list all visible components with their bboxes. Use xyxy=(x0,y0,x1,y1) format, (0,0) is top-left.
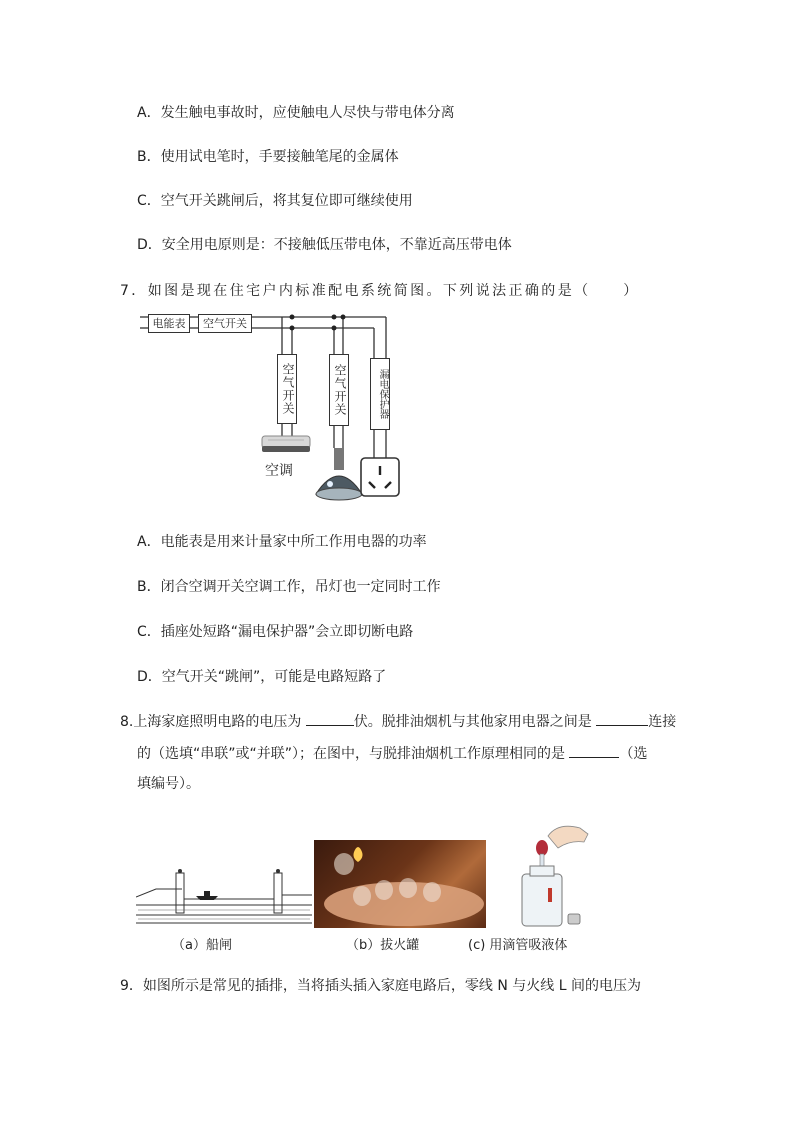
cupping-photo xyxy=(314,840,486,928)
q8-text-1a: 8.上海家庭照明电路的电压为 xyxy=(120,714,306,730)
air-conditioner-icon xyxy=(262,436,310,452)
air-conditioner-label: 空调 xyxy=(265,463,293,479)
q6-option-d: D．安全用电原则是：不接触低压带电体，不靠近高压带电体 xyxy=(137,237,512,253)
q7-option-c: C．插座处短路“漏电保护器”会立即切断电路 xyxy=(137,624,414,640)
distribution-circuit-diagram xyxy=(140,308,400,508)
q8-text-2a: 的（选填“串联”或“并联”）；在图中，与脱排油烟机工作原理相同的是 xyxy=(137,746,570,762)
caption-b: （b）拔火罐 xyxy=(346,938,420,953)
q6-option-b: B．使用试电笔时，手要接触笔尾的金属体 xyxy=(137,149,399,165)
q8-text-1c: 连接 xyxy=(648,714,677,730)
ship-lock-figure xyxy=(136,855,312,930)
main-switch-label: 空气开关 xyxy=(198,314,252,333)
caption-a: （a）船闸 xyxy=(172,938,232,953)
q8-line-2 xyxy=(137,743,647,764)
q7-stem: 7．如图是现在住宅户内标准配电系统简图。下列说法正确的是（ ） xyxy=(120,283,640,299)
q8-blank-3[interactable] xyxy=(569,743,619,758)
q8-text-2b: （选 xyxy=(619,746,648,762)
q6-option-c: C．空气开关跳闸后，将其复位即可继续使用 xyxy=(137,193,413,209)
branch2-switch-label: 空气开关 xyxy=(329,354,349,426)
q8-text-1b: 伏。脱排油烟机与其他家用电器之间是 xyxy=(353,714,597,730)
q7-option-a: A．电能表是用来计量家中所工作用电器的功率 xyxy=(137,534,427,550)
branch1-switch-label: 空气开关 xyxy=(277,354,297,424)
q8-blank-1[interactable] xyxy=(306,711,354,726)
pendant-lamp-icon xyxy=(316,448,362,500)
dropper-figure xyxy=(510,818,590,930)
q7-option-d: D．空气开关“跳闸”，可能是电路短路了 xyxy=(137,669,387,685)
q9-stem: 9．如图所示是常见的插排，当将插头插入家庭电路后，零线 N 与火线 L 间的电压为 xyxy=(120,978,641,994)
meter-box-label: 电能表 xyxy=(148,314,190,333)
q6-option-a: A．发生触电事故时，应使触电人尽快与带电体分离 xyxy=(137,105,455,121)
q7-option-b: B．闭合空调开关空调工作，吊灯也一定同时工作 xyxy=(137,579,441,595)
q8-line-3: 填编号）。 xyxy=(137,776,200,792)
caption-c: (c) 用滴管吸液体 xyxy=(468,938,568,953)
leakage-protector-label: 漏电保护器 xyxy=(370,358,390,430)
q8-blank-2[interactable] xyxy=(596,711,648,726)
wall-socket-icon xyxy=(361,458,399,496)
q8-line-1 xyxy=(120,711,676,732)
